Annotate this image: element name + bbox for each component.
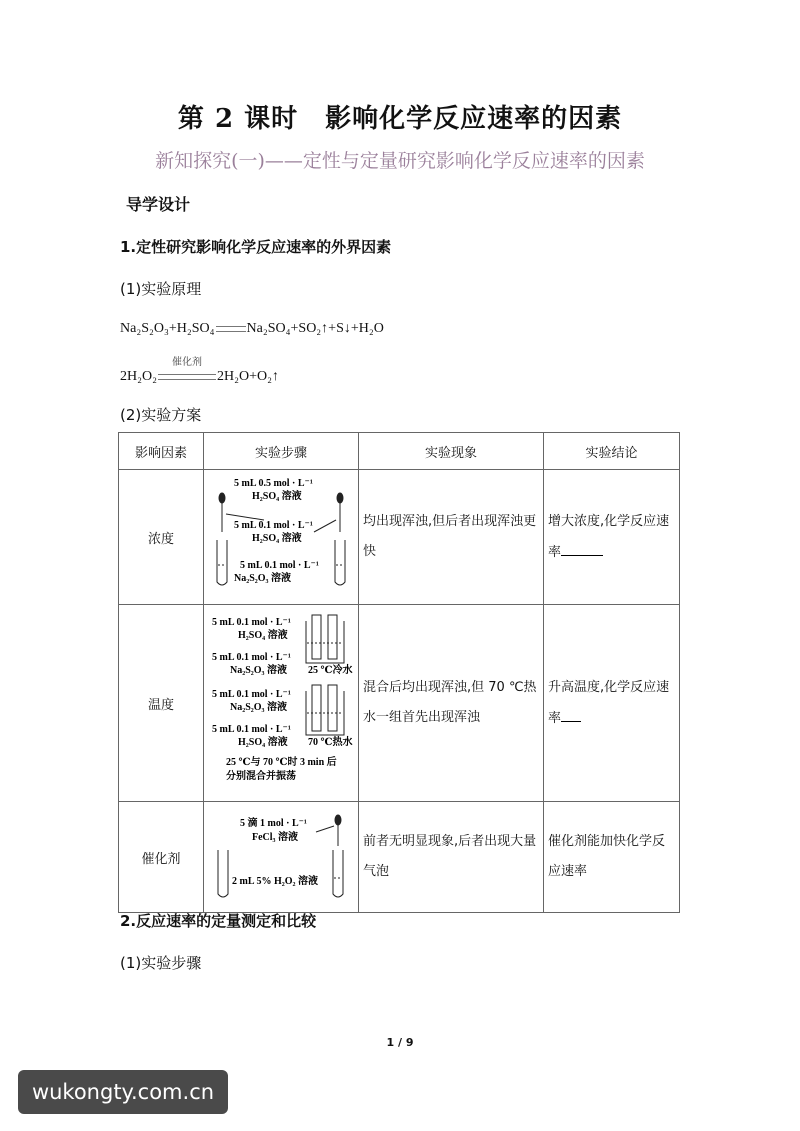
diagram-label: Na₂S₂O₃ 溶液 xyxy=(234,573,292,584)
steps-cell xyxy=(204,802,359,913)
equation-1 xyxy=(120,321,384,337)
conclusion-text: 升高温度,化学反应速率 xyxy=(548,679,670,726)
page-title: 第 2 课时 影响化学反应速率的因素 xyxy=(177,104,623,134)
catalyst-label: 催化剂 xyxy=(172,357,202,368)
guide-heading: 导学设计 xyxy=(126,195,191,214)
factor-cell: 浓度 xyxy=(119,470,204,605)
experiment-table xyxy=(118,432,680,913)
phenomenon-cell: 混合后均出现浑浊,但 70 ℃热水一组首先出现浑浊 xyxy=(359,605,544,802)
equals-sign xyxy=(158,374,216,380)
diagram-label: H₂SO₄ 溶液 xyxy=(252,533,302,544)
diagram-label: H₂SO₄ 溶液 xyxy=(252,491,302,502)
diagram-label: 25 ℃冷水 xyxy=(308,665,353,676)
equation-2-right: 2H₂O+O₂↑ xyxy=(216,369,279,384)
dropper-icon xyxy=(337,493,343,532)
dropper-icon xyxy=(219,493,225,532)
steps-cell xyxy=(204,470,359,605)
diagram-label: 5 mL 0.1 mol · L⁻¹ xyxy=(212,652,291,663)
table-row xyxy=(119,470,680,605)
header-factor: 影响因素 xyxy=(119,433,204,470)
test-tube-icon xyxy=(335,540,345,585)
section1-heading: 1.定性研究影响化学反应速率的外界因素 xyxy=(120,238,392,256)
equation-1-left: Na₂S₂O₃+H₂SO₄ xyxy=(120,321,215,336)
table-header-row xyxy=(119,433,680,470)
answer-blank xyxy=(561,703,581,722)
diagram-label: 5 mL 0.1 mol · L⁻¹ xyxy=(240,560,319,571)
conclusion-cell: 催化剂能加快化学反应速率 xyxy=(544,802,680,913)
phenomenon-cell: 前者无明显现象,后者出现大量气泡 xyxy=(359,802,544,913)
diagram-label: 5 mL 0.1 mol · L⁻¹ xyxy=(212,724,291,735)
diagram-label: 5 mL 0.1 mol · L⁻¹ xyxy=(234,520,313,531)
diagram-label: 2 mL 5% H₂O₂ 溶液 xyxy=(232,876,319,887)
diagram-label: H₂SO₄ 溶液 xyxy=(238,737,288,748)
phenomenon-cell: 均出现浑浊,但后者出现浑浊更快 xyxy=(359,470,544,605)
equation-2 xyxy=(120,369,279,385)
factor-cell: 催化剂 xyxy=(119,802,204,913)
steps-heading: (1)实验步骤 xyxy=(120,954,202,972)
watermark-badge: wukongty.com.cn xyxy=(18,1070,228,1114)
equation-2-left: 2H₂O₂ xyxy=(120,369,157,384)
equals-sign xyxy=(216,326,246,332)
temperature-diagram xyxy=(204,605,358,797)
diagram-label: 分别混合并振荡 xyxy=(226,771,296,782)
conclusion-cell xyxy=(544,470,680,605)
plan-heading: (2)实验方案 xyxy=(120,406,202,424)
dropper-icon xyxy=(335,815,341,846)
page-number: 1 / 9 xyxy=(386,1036,414,1049)
diagram-label: 5 滴 1 mol · L⁻¹ xyxy=(240,818,307,829)
conclusion-cell xyxy=(544,605,680,802)
principle-heading: (1)实验原理 xyxy=(120,280,202,298)
steps-cell xyxy=(204,605,359,802)
diagram-label: 5 mL 0.5 mol · L⁻¹ xyxy=(234,478,313,489)
answer-blank xyxy=(561,537,603,556)
diagram-label: 70 ℃热水 xyxy=(308,737,353,748)
conclusion-text: 增大浓度,化学反应速率 xyxy=(548,513,670,560)
diagram-label: H₂SO₄ 溶液 xyxy=(238,630,288,641)
beaker-icon xyxy=(306,615,344,663)
page-subtitle: 新知探究(一)——定性与定量研究影响化学反应速率的因素 xyxy=(155,150,645,172)
table-row xyxy=(119,802,680,913)
header-phenomenon: 实验现象 xyxy=(359,433,544,470)
concentration-diagram xyxy=(204,470,358,600)
diagram-label: 25 ℃与 70 ℃时 3 min 后 xyxy=(226,757,337,768)
diagram-label: Na₂S₂O₃ 溶液 xyxy=(230,702,288,713)
header-conclusion: 实验结论 xyxy=(544,433,680,470)
equation-1-right: Na₂SO₄+SO₂↑+S↓+H₂O xyxy=(246,321,384,336)
factor-cell: 温度 xyxy=(119,605,204,802)
table-row xyxy=(119,605,680,802)
diagram-label: Na₂S₂O₃ 溶液 xyxy=(230,665,288,676)
diagram-label: 5 mL 0.1 mol · L⁻¹ xyxy=(212,689,291,700)
diagram-label: 5 mL 0.1 mol · L⁻¹ xyxy=(212,617,291,628)
section2-heading: 2.反应速率的定量测定和比较 xyxy=(120,912,317,930)
beaker-icon xyxy=(306,685,344,735)
header-steps: 实验步骤 xyxy=(204,433,359,470)
catalyst-diagram xyxy=(204,802,358,908)
test-tube-icon xyxy=(333,850,343,897)
test-tube-icon xyxy=(218,850,228,897)
diagram-label: FeCl₃ 溶液 xyxy=(252,832,299,843)
test-tube-icon xyxy=(217,540,227,585)
